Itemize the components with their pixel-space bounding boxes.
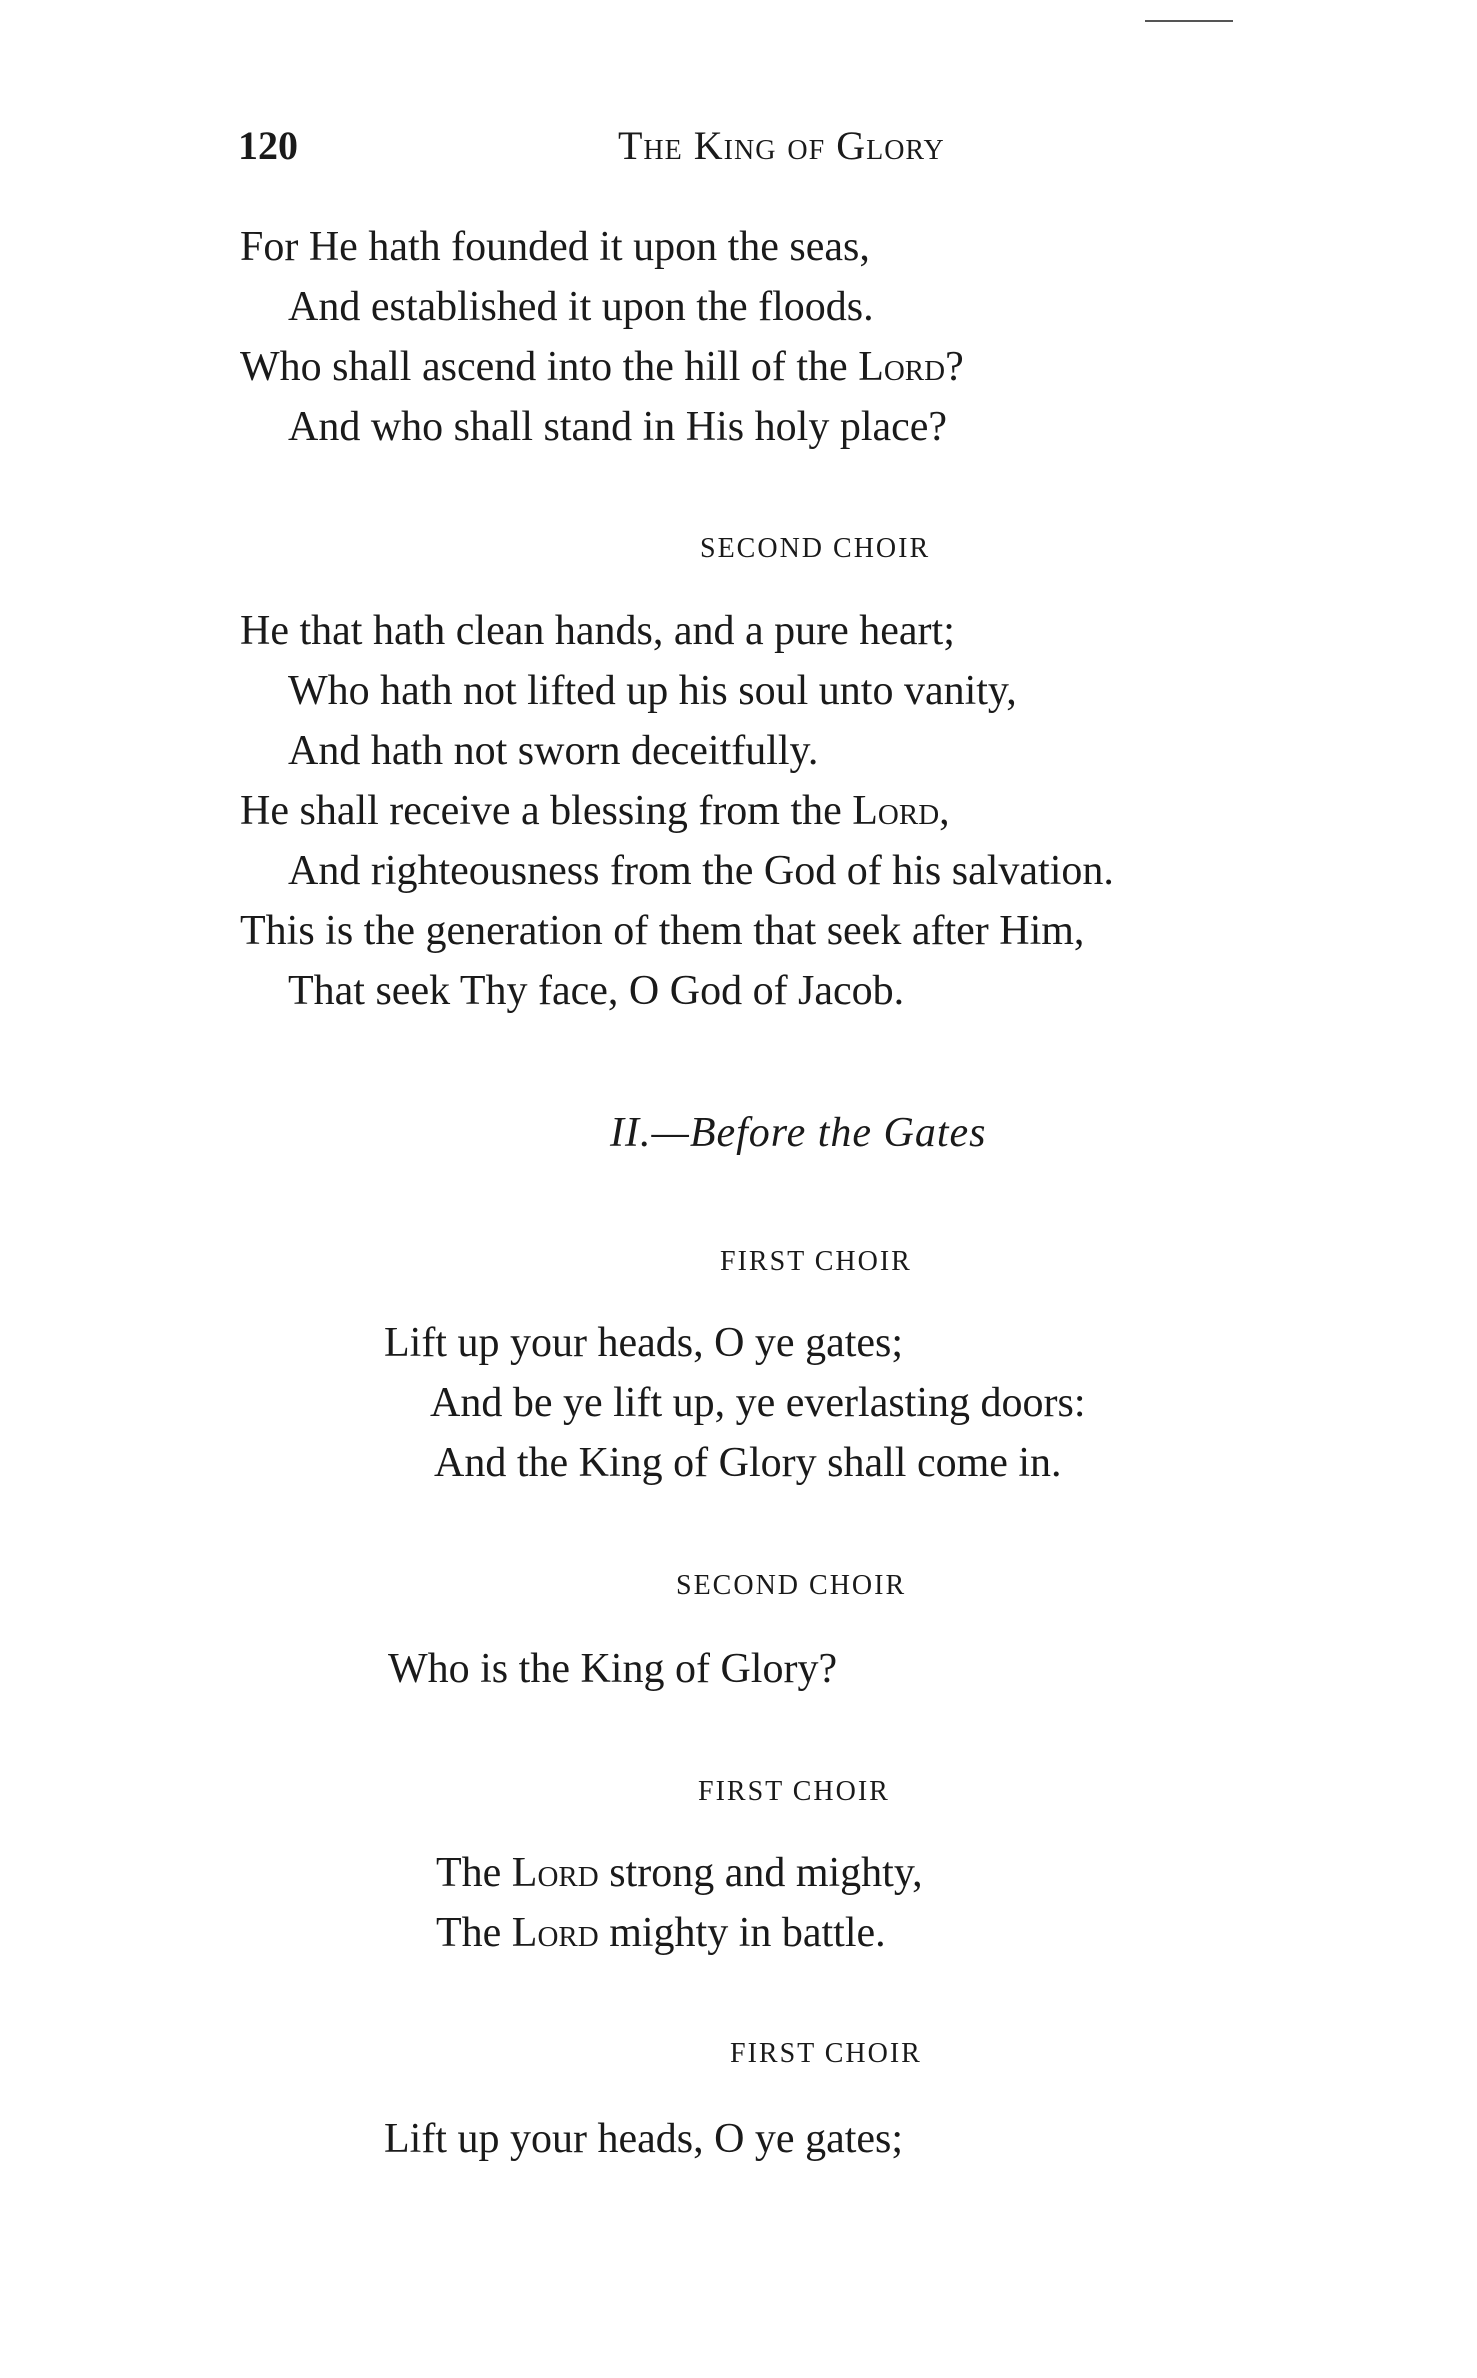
choir-label: FIRST CHOIR	[720, 1246, 912, 1277]
verse-line: This is the generation of them that seek after Him,	[240, 908, 1085, 954]
verse-line: And who shall stand in His holy place?	[288, 404, 948, 450]
verse-line: The Lord strong and mighty,	[436, 1850, 923, 1896]
page-number: 120	[238, 123, 298, 168]
choir-label: SECOND CHOIR	[700, 533, 931, 564]
verse-line: And hath not sworn deceitfully.	[288, 728, 819, 774]
choir-label: FIRST CHOIR	[730, 2038, 922, 2069]
section-title: II.—Before the Gates	[610, 1110, 987, 1156]
lord-small-caps: Lord	[852, 788, 940, 834]
choir-label: FIRST CHOIR	[698, 1776, 890, 1807]
verse-line: And established it upon the floods.	[288, 284, 874, 330]
verse-line: For He hath founded it upon the seas,	[240, 224, 870, 270]
lord-small-caps: Lord	[511, 1910, 599, 1956]
choir-label: SECOND CHOIR	[676, 1570, 907, 1601]
top-rule	[1145, 20, 1233, 22]
page-header	[238, 122, 1168, 182]
verse-line: And the King of Glory shall come in.	[434, 1440, 1062, 1486]
verse-line: Who shall ascend into the hill of the Lord?	[240, 344, 964, 390]
lord-small-caps: Lord	[858, 344, 946, 390]
lord-small-caps: Lord	[511, 1850, 599, 1896]
verse-line: He that hath clean hands, and a pure heart;	[240, 608, 955, 654]
verse-line: Lift up your heads, O ye gates;	[384, 2116, 904, 2162]
verse-line: Lift up your heads, O ye gates;	[384, 1320, 904, 1366]
verse-line: And righteousness from the God of his salvation.	[288, 848, 1114, 894]
verse-line: He shall receive a blessing from the Lord,	[240, 788, 950, 834]
running-title: The King of Glory	[618, 123, 945, 168]
verse-line: The Lord mighty in battle.	[436, 1910, 886, 1956]
verse-line: Who hath not lifted up his soul unto vanity,	[288, 668, 1017, 714]
verse-line: That seek Thy face, O God of Jacob.	[288, 968, 905, 1014]
verse-line: And be ye lift up, ye everlasting doors:	[430, 1380, 1086, 1426]
verse-line: Who is the King of Glory?	[388, 1646, 838, 1692]
